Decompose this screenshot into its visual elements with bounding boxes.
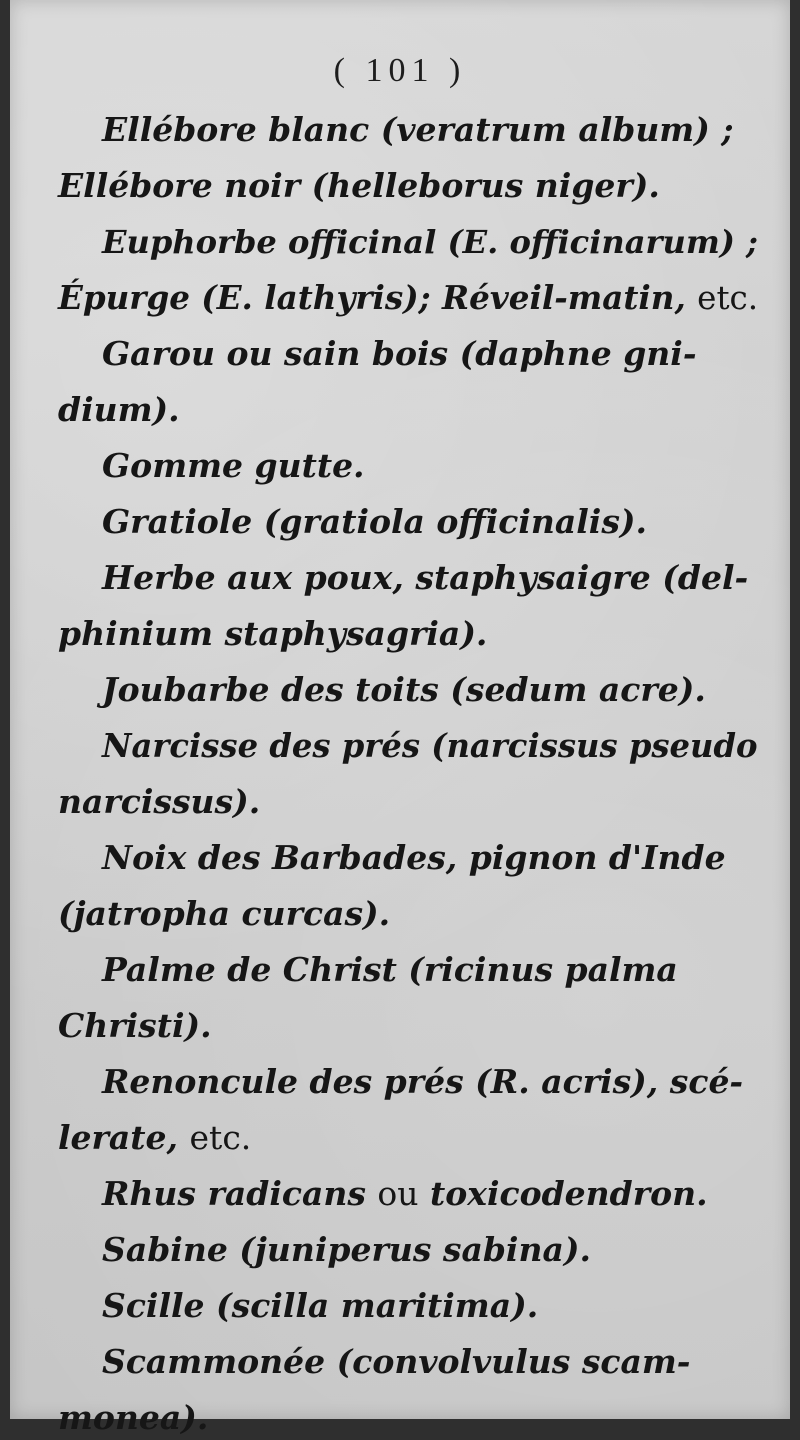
entry-noix-des-barbades	[102, 836, 758, 880]
entry-sabine	[102, 1228, 758, 1272]
entry-renoncule-continued	[58, 1116, 758, 1160]
entry-etc: etc.	[697, 279, 759, 317]
entry-palme-de-christ-continued	[58, 1004, 758, 1048]
entry-renoncule	[102, 1060, 758, 1104]
entry-text: Euphorbe officinal (E. officinarum) ;	[102, 223, 759, 261]
entry-text: dium).	[58, 390, 180, 429]
entry-text: narcissus).	[58, 782, 261, 821]
entry-epurge	[58, 276, 758, 320]
entry-garou	[102, 332, 758, 376]
entry-gomme-gutte	[102, 444, 758, 488]
entry-text: Ellébore noir (helleborus niger).	[58, 166, 660, 205]
page-number: ( 101 )	[333, 52, 467, 89]
entry-scammonee	[102, 1340, 758, 1384]
entry-text: Scille (scilla maritima).	[102, 1286, 539, 1325]
entry-text: Scammonée (convolvulus scam-	[102, 1342, 691, 1381]
entry-text: (jatropha curcas).	[58, 894, 391, 933]
entry-text: Joubarbe des toits (sedum acre).	[102, 670, 706, 709]
entry-ellebore-noir	[58, 164, 758, 208]
entry-text: Renoncule des prés (R. acris), scé-	[102, 1062, 744, 1101]
entry-text: Gratiole (gratiola officinalis).	[102, 502, 648, 541]
entry-gratiole	[102, 500, 758, 544]
entry-text: Gomme gutte.	[102, 446, 365, 485]
entry-joubarbe	[102, 668, 758, 712]
entry-text: phinium staphysagria).	[58, 614, 488, 653]
entry-euphorbe	[102, 220, 758, 264]
entry-text: monea).	[58, 1398, 209, 1437]
entry-text: Christi).	[58, 1006, 212, 1045]
entry-etc: etc.	[189, 1118, 252, 1157]
entry-text: Noix des Barbades, pignon d'Inde	[102, 838, 726, 877]
entry-rhus-radicans	[102, 1172, 758, 1216]
entry-text: Narcisse des prés (narcissus pseudo	[102, 727, 758, 765]
entry-text: Palme de Christ (ricinus palma	[102, 950, 678, 989]
entry-text: Épurge (E. lathyris); Réveil-matin,	[58, 278, 686, 317]
entry-scille	[102, 1284, 758, 1328]
entry-text: lerate,	[58, 1118, 179, 1157]
entry-text: Rhus radicans	[102, 1174, 366, 1213]
entry-scammonee-continued	[58, 1396, 758, 1440]
entry-text: Garou ou sain bois (daphne gni-	[102, 334, 697, 373]
entry-herbe-aux-poux	[102, 556, 758, 600]
entry-herbe-aux-poux-continued	[58, 612, 758, 656]
entry-narcisse-continued	[58, 780, 758, 824]
entry-ellebore-blanc	[102, 108, 758, 152]
entry-noix-des-barbades-continued	[58, 892, 758, 936]
entry-narcisse	[102, 724, 758, 768]
entry-text: Sabine (juniperus sabina).	[102, 1230, 591, 1269]
book-page	[10, 0, 790, 1437]
entry-conjunction: ou	[377, 1174, 419, 1213]
entry-garou-continued	[58, 388, 758, 432]
entry-text: Herbe aux poux, staphysaigre (del-	[102, 558, 749, 597]
entry-text: Ellébore blanc (veratrum album) ;	[102, 110, 734, 149]
entry-palme-de-christ	[102, 948, 758, 992]
entry-text: toxicodendron.	[430, 1174, 708, 1213]
